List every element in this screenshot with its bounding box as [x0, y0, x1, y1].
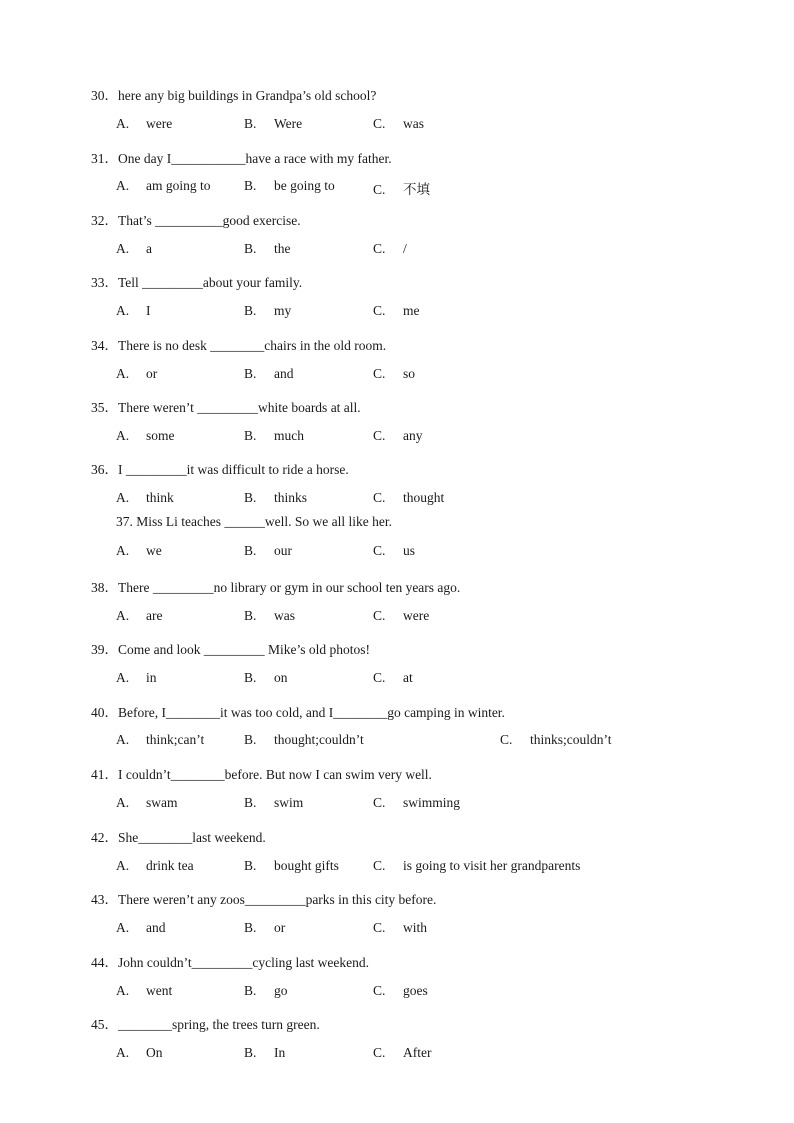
option-b: B. much [244, 428, 304, 443]
option-b: B. be going to [244, 178, 335, 193]
option-a: A. swam [116, 795, 178, 810]
question-37-stem: 37. Miss Li teaches ______well. So we all like her. [116, 514, 392, 529]
option-b: B. or [244, 920, 286, 935]
option-c: C. swimming [373, 795, 461, 810]
option-a: A. in [116, 670, 157, 685]
option-b: B. In [244, 1045, 286, 1060]
option-a: A. am going to [116, 178, 211, 193]
question-30-options [116, 116, 736, 134]
option-c: C. me [373, 303, 420, 318]
option-a: A. are [116, 608, 163, 623]
question-31-stem: 31．One day I___________have a race with my father. [91, 151, 392, 166]
option-c: C. is going to visit her grandparents [373, 858, 581, 873]
option-a: A. were [116, 116, 173, 131]
option-c: C. After [373, 1045, 432, 1060]
option-c: C. thinks;couldn’t [500, 732, 612, 747]
option-b: B. thinks [244, 490, 308, 505]
option-a: A. or [116, 366, 158, 381]
option-c: C. goes [373, 983, 428, 998]
option-a: A. On [116, 1045, 163, 1060]
question-41-options [116, 795, 736, 813]
question-43-stem: 43．There weren’t any zoos_________parks in this city before. [91, 892, 437, 907]
option-b: B. bought gifts [244, 858, 339, 873]
option-a: A. a [116, 241, 152, 256]
option-b: B. and [244, 366, 294, 381]
option-c: C. 不填 [373, 182, 430, 197]
option-a: A. think;can’t [116, 732, 205, 747]
question-45-stem: 45．________spring, the trees turn green. [91, 1017, 320, 1032]
question-33-stem: 33．Tell _________about your family. [91, 275, 303, 290]
option-c: C. at [373, 670, 413, 685]
question-33-options [116, 303, 736, 321]
option-c: C. with [373, 920, 428, 935]
question-44-options [116, 983, 736, 1001]
option-a: A. think [116, 490, 174, 505]
option-a: A. and [116, 920, 166, 935]
option-c: C. any [373, 428, 423, 443]
question-45-options [116, 1045, 736, 1063]
option-b: B. on [244, 670, 288, 685]
option-c: C. were [373, 608, 430, 623]
question-38-options [116, 608, 736, 626]
option-c: C. thought [373, 490, 445, 505]
option-c: C. us [373, 543, 416, 558]
option-a: A. some [116, 428, 175, 443]
option-c: C. / [373, 241, 407, 256]
option-a: A. drink tea [116, 858, 194, 873]
question-35-options [116, 428, 736, 446]
question-34-options [116, 366, 736, 384]
question-42-stem: 42．She________last weekend. [91, 830, 266, 845]
question-37-options [116, 543, 736, 561]
option-b: B. our [244, 543, 292, 558]
option-b: B. thought;couldn’t [244, 732, 364, 747]
question-39-options [116, 670, 736, 688]
option-b: B. my [244, 303, 292, 318]
question-31-options [116, 178, 736, 196]
option-b: B. was [244, 608, 295, 623]
question-30-stem: 30．here any big buildings in Grandpa’s old school? [91, 88, 377, 103]
question-36-options [116, 490, 736, 508]
question-40-options [116, 732, 736, 750]
option-b: B. swim [244, 795, 304, 810]
question-36-stem: 36．I _________it was difficult to ride a horse. [91, 462, 349, 477]
question-42-options [116, 858, 736, 876]
question-44-stem: 44．John couldn’t_________cycling last weekend. [91, 955, 369, 970]
option-c: C. so [373, 366, 416, 381]
question-43-options [116, 920, 736, 938]
question-38-stem: 38．There _________no library or gym in our school ten years ago. [91, 580, 461, 595]
option-a: A. went [116, 983, 173, 998]
question-35-stem: 35．There weren’t _________white boards at all. [91, 400, 361, 415]
question-40-stem: 40．Before, I________it was too cold, and I________go camping in winter. [91, 705, 505, 720]
option-b: B. go [244, 983, 288, 998]
option-c: C. was [373, 116, 424, 131]
option-a: A. we [116, 543, 162, 558]
question-32-stem: 32．That’s __________good exercise. [91, 213, 301, 228]
option-a: A. I [116, 303, 151, 318]
option-b: B. Were [244, 116, 303, 131]
option-b: B. the [244, 241, 291, 256]
question-32-options [116, 241, 736, 259]
question-34-stem: 34．There is no desk ________chairs in the old room. [91, 338, 387, 353]
question-39-stem: 39．Come and look _________ Mike’s old photos! [91, 642, 370, 657]
question-41-stem: 41．I couldn’t________before. But now I can swim very well. [91, 767, 432, 782]
